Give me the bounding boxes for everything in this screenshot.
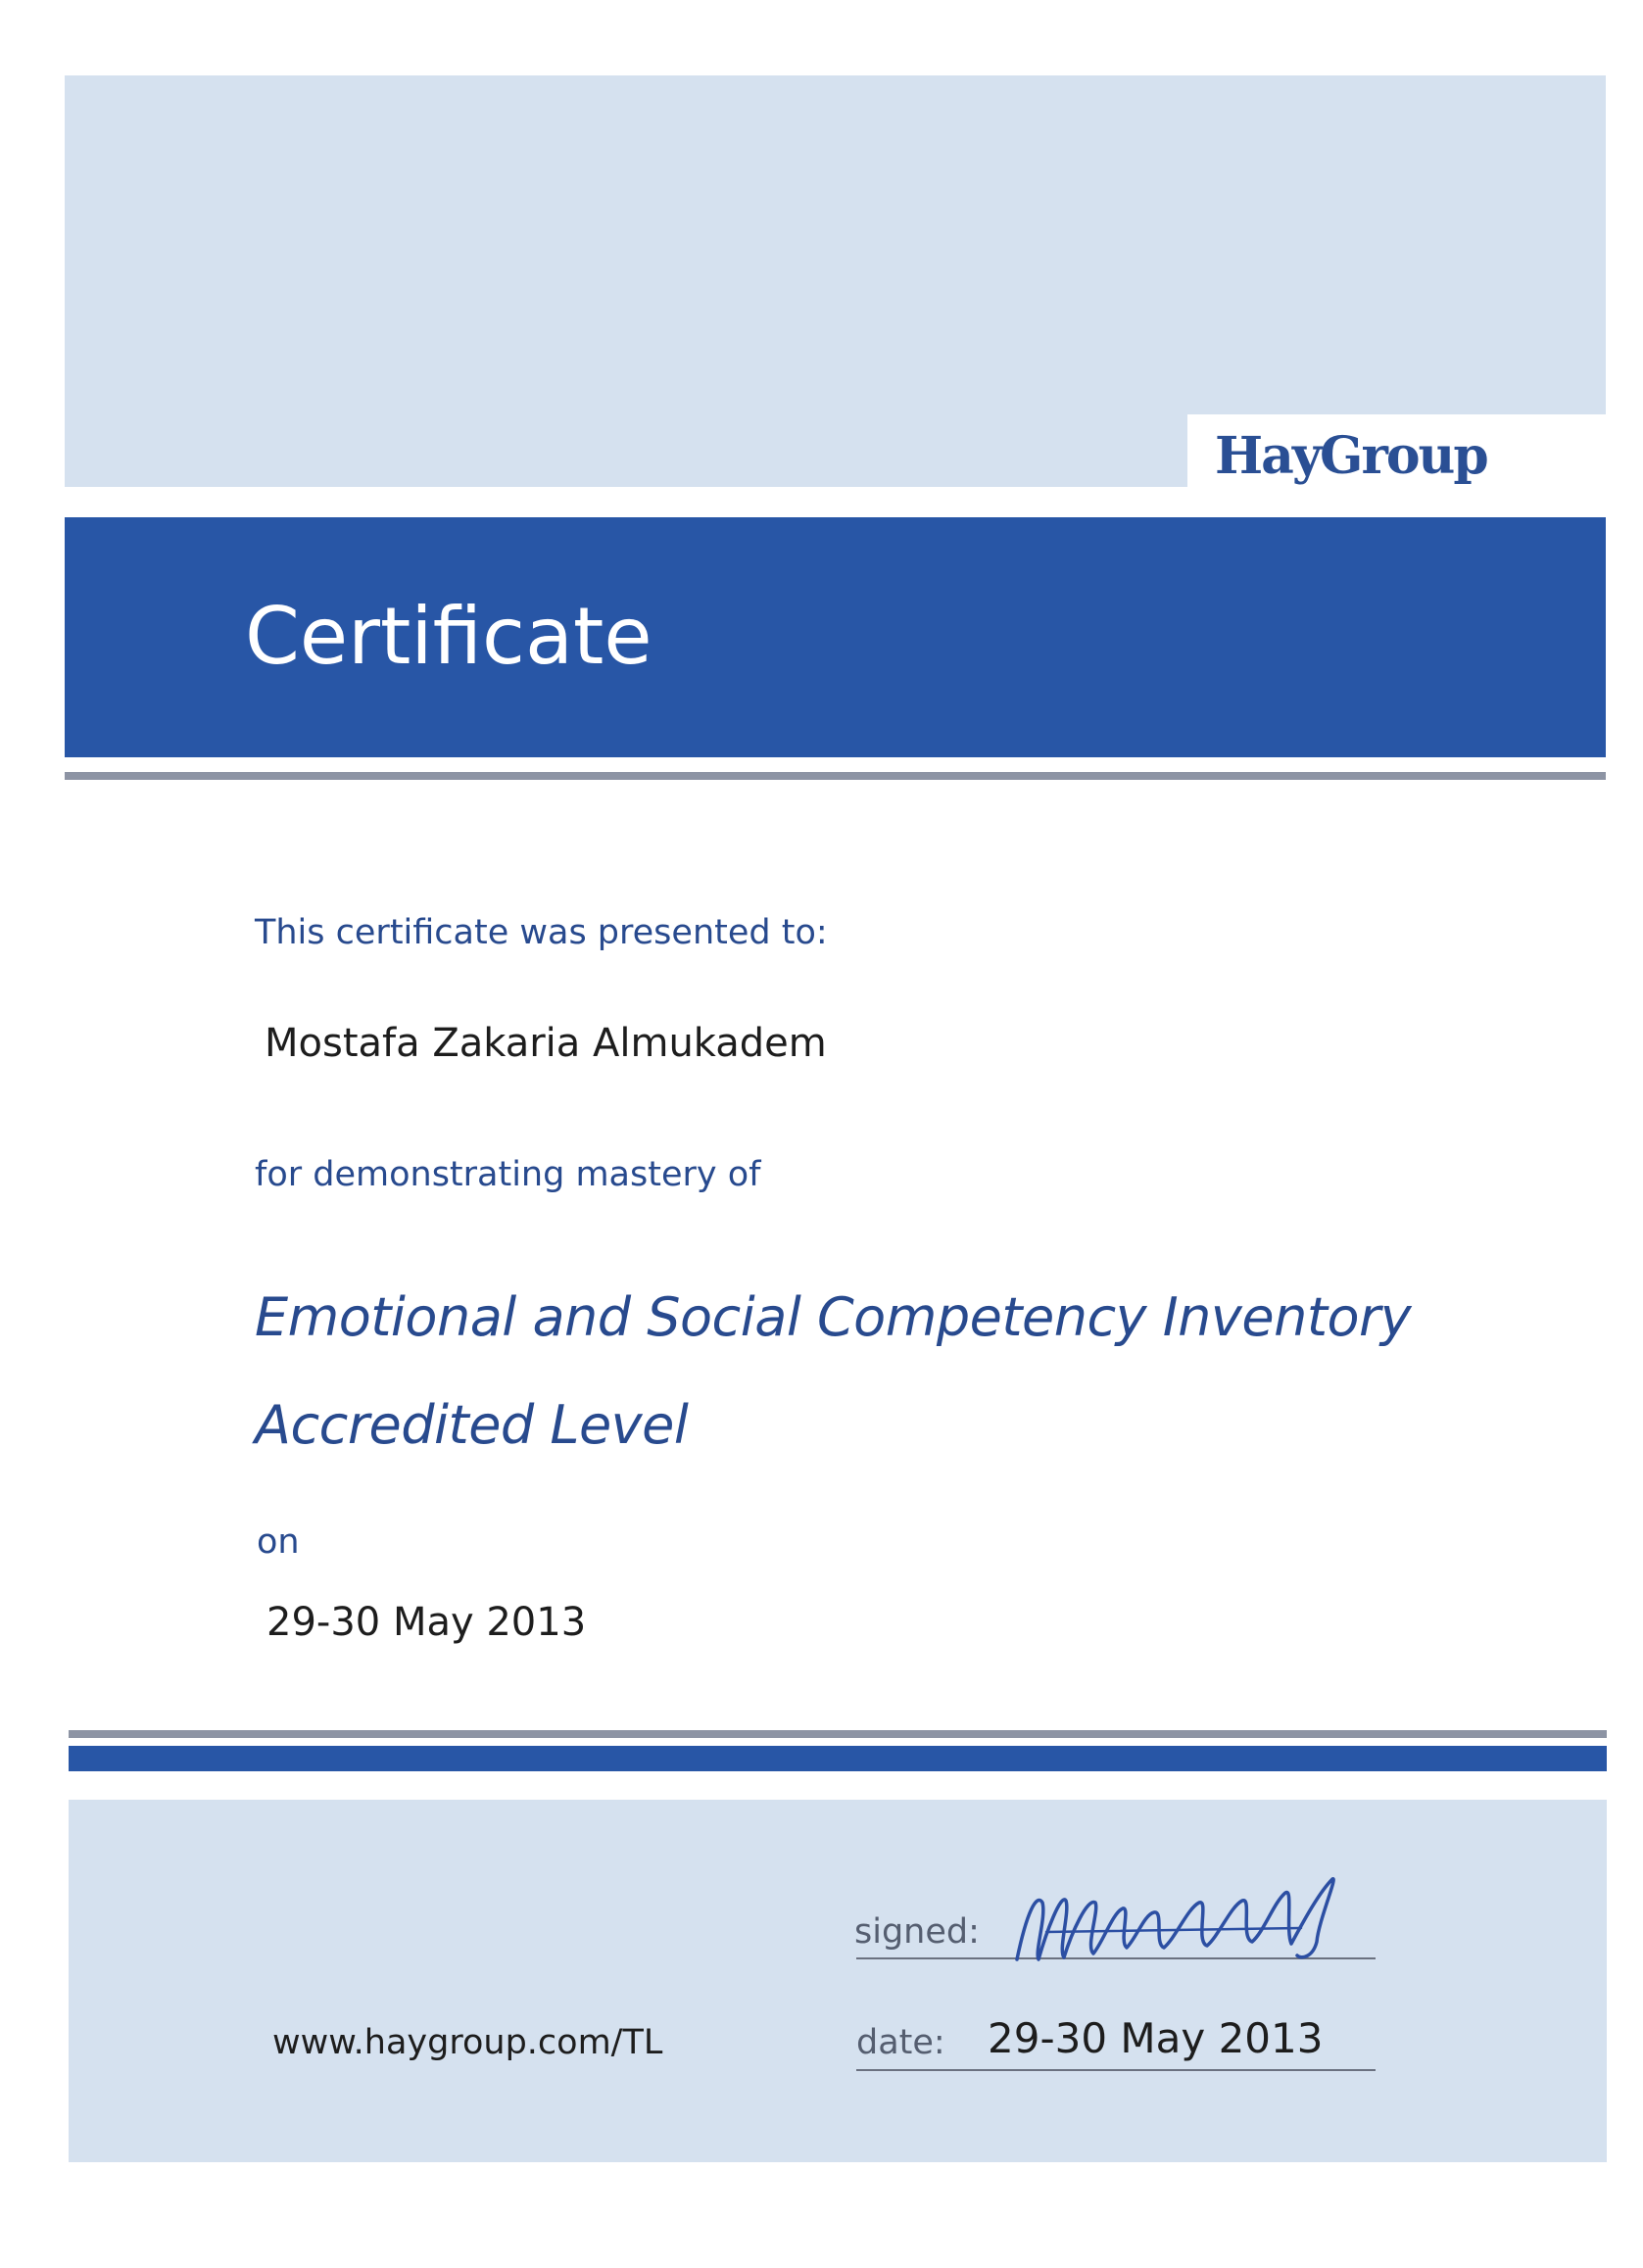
signature-image xyxy=(1007,1873,1360,1971)
haygroup-logo: HayGroup xyxy=(1215,426,1487,486)
certificate-title: Certificate xyxy=(245,591,652,682)
bottom-divider-blue xyxy=(69,1746,1607,1771)
course-level: Accredited Level xyxy=(255,1394,689,1456)
bottom-divider-grey xyxy=(69,1730,1607,1738)
presented-to-label: This certificate was presented to: xyxy=(255,913,828,952)
recipient-name: Mostafa Zakaria Almukadem xyxy=(265,1021,827,1066)
course-title: Emotional and Social Competency Inventory xyxy=(255,1286,1412,1348)
date-label: date: xyxy=(856,2023,945,2062)
top-divider xyxy=(65,772,1606,780)
on-label: on xyxy=(257,1522,300,1562)
bottom-panel xyxy=(69,1800,1607,2162)
signed-label: signed: xyxy=(854,1912,980,1952)
website-link[interactable]: www.haygroup.com/TL xyxy=(272,2023,663,2062)
mastery-label: for demonstrating mastery of xyxy=(255,1155,761,1194)
signature-date: 29-30 May 2013 xyxy=(988,2014,1324,2062)
certificate-date: 29-30 May 2013 xyxy=(266,1600,587,1645)
date-line xyxy=(856,2069,1376,2071)
